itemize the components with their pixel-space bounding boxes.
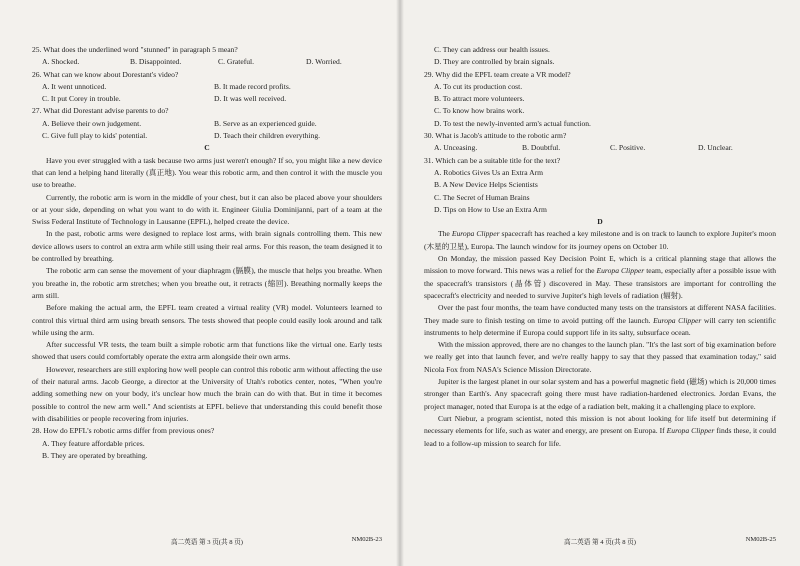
paragraph: Currently, the robotic arm is worn in the middle of your chest, but it can also be placed above your shoulders or at your side, depending on what you want to do with it. Engineer Giulia Dominijanni, part of a team at the Swiss Federal Institute of Technology in Lausanne (EPFL), helped create the device. <box>32 192 382 227</box>
option: A. Believe their own judgement. <box>42 118 142 128</box>
option: B. Doubtful. <box>522 143 561 153</box>
text-run: finds these, it could lead to a follow-up mission to search for life. <box>424 426 777 448</box>
option: B. A New Device Helps Scientists <box>434 180 538 190</box>
option: C. Positive. <box>610 143 646 153</box>
question-25: 25. What does the underlined word "stunned" in paragraph 5 mean? <box>32 45 238 54</box>
question-26: 26. What can we know about Dorestant's video? <box>32 69 179 79</box>
question-26-options <box>42 81 382 106</box>
paragraph: The robotic arm can sense the movement of your diaphragm (膈膜), the muscle that helps you breathe. When you breathe in, the robotic arm stretches; when you breathe out, it retracts (缩回). Breathing normally keeps the arm still. <box>32 266 382 300</box>
paper-code: NM02B-23 <box>351 536 382 543</box>
option: A. Robotics Gives Us an Extra Arm <box>434 167 544 177</box>
paragraph: However, researchers are still exploring how well people can control this robotic arm without affecting the use of their natural arms. Jacob George, a director at the University of Utah's robotics center, notes, "When you're adding something new on your body, it's unclear how much the brain can do with that. But in time it becomes possible to control the new arm well." And scientists at EPFL believe that understanding this could benefit those with disabilities or people recovering from injuries. <box>32 364 382 423</box>
option: C. The Secret of Human Brains <box>434 192 530 202</box>
question-28-options-cont <box>434 44 776 69</box>
paragraph <box>424 253 776 302</box>
text-run: spacecraft has reached a key milestone and is on track to launch to explore Jupiter's moon (木星的卫星), Europa. The launch window for its journey opens on October 10. <box>424 229 776 251</box>
option: D. Tips on How to Use an Extra Arm <box>434 204 547 214</box>
option: C. They can address our health issues. <box>434 45 550 54</box>
option: A. Shocked. <box>42 57 80 67</box>
option: C. Grateful. <box>218 57 255 67</box>
paragraph <box>424 302 776 339</box>
option: B. It made record profits. <box>214 81 291 91</box>
spacecraft-name: Europa Clipper <box>653 315 702 325</box>
text-run: The <box>438 229 452 239</box>
question-27: 27. What did Dorestant advise parents to do? <box>32 106 169 116</box>
paragraph: In the past, robotic arms were designed to replace lost arms, with brain signals controlling them. This new device allows users to control an extra arm while still using their real arms. For this reason, the team designed it to be controlled by breathing. <box>32 229 382 264</box>
question-31: 31. Which can be a suitable title for the text? <box>424 155 561 165</box>
text-run: team, especially after a possible issue with the spacecraft's transistors (晶体管) discovered in May. These transistors are important for controlling the spacecraft's electricity and needed to survive Jupiter's high levels of radiation (辐射). <box>424 266 776 300</box>
left-page-content <box>32 44 382 462</box>
page-number: 高二英语 第 3 页(共 8 页) <box>171 539 243 546</box>
question-27-options <box>42 118 382 143</box>
paragraph: After successful VR tests, the team built a simple robotic arm that functions like the virtual one. Early tests showed that users could comfortably operate the extra arm alongside their own arms. <box>32 340 382 362</box>
question-30-options <box>434 142 776 154</box>
text-run: Curt Niebur, a program scientist, noted this mission is not about looking for life itself but determining if necessary elements for life, such as water and energy, are present on Europa. If <box>424 413 776 436</box>
option: C. To know how brains work. <box>434 106 525 116</box>
spacecraft-name: Europa Clipper <box>451 229 500 239</box>
option: B. They are operated by breathing. <box>42 450 148 460</box>
spacecraft-name: Europa Clipper <box>596 266 645 276</box>
page-number: 高二英语 第 4 页(共 8 页) <box>564 539 636 546</box>
option: A. It went unnoticed. <box>42 81 107 91</box>
option: C. It put Corey in trouble. <box>42 94 121 104</box>
option: B. Serve as an experienced guide. <box>214 118 317 128</box>
paragraph: Jupiter is the largest planet in our solar system and has a powerful magnetic field (磁场) which is 20,000 times stronger than Earth's. Any spacecraft going there must have radiation-hardened electronics. Jordan Evans, the project manager, noted that Europa is at the edge of a radiation belt, making it a challenging place to explore. <box>424 377 776 411</box>
page-gutter <box>396 0 404 566</box>
option: C. Give full play to kids' potential. <box>42 131 148 141</box>
option: A. They feature affordable prices. <box>42 438 145 448</box>
right-page-content <box>424 44 776 450</box>
section-heading-c: C <box>204 143 210 153</box>
text-run: will carry ten scientific instruments to help determine if Europa could support life in its salty, subsurface ocean. <box>424 315 776 337</box>
paper-code: NM02B-25 <box>745 536 776 543</box>
option: D. Unclear. <box>698 143 733 153</box>
section-heading-d: D <box>597 217 603 227</box>
question-28: 28. How do EPFL's robotic arms differ from previous ones? <box>32 426 215 436</box>
option: A. To cut its production cost. <box>434 81 523 91</box>
paragraph <box>424 413 776 450</box>
paragraph: Have you ever struggled with a task because two arms just weren't enough? If so, you might like a new device that can lend a helping hand literally (真正地). You wear this robotic arm, and then control it with the muscle you use to breathe. <box>32 155 382 190</box>
text-run: Over the past four months, the team have conducted many tests on the transistors at different NASA facilities. They made sure to finish testing on time to avoid putting off the launch. <box>424 303 776 325</box>
option: D. They are controlled by brain signals. <box>434 57 555 67</box>
option: B. To attract more volunteers. <box>434 94 525 104</box>
option: D. Teach their children everything. <box>214 131 321 141</box>
option: D. Worried. <box>306 57 342 67</box>
option: D. It was well received. <box>214 94 287 104</box>
spacecraft-name: Europa Clipper <box>666 426 715 436</box>
question-30: 30. What is Jacob's attitude to the robotic arm? <box>424 131 567 141</box>
paragraph <box>424 228 776 253</box>
option: A. Unceasing. <box>434 143 478 153</box>
question-28-options <box>42 438 382 463</box>
paragraph: With the mission approved, there are no changes to the launch plan. "It's the last sort of big examination before we really get into that launch fever, and we're really happy to say that they passed that examination today," said Nicola Fox from NASA's Science Mission Directorate. <box>424 340 776 374</box>
text-run: On Monday, the mission passed Key Decision Point E, which is a critical planning stage that allows the mission to move forward. This news was a relief for the <box>424 254 776 276</box>
question-29: 29. Why did the EPFL team create a VR model? <box>424 69 571 79</box>
question-25-options <box>42 56 382 68</box>
question-31-options <box>434 167 776 216</box>
paragraph: Before making the actual arm, the EPFL team created a virtual reality (VR) model. Volunteers learned to control this virtual third arm using breath sensors. The tests showed that people could easily look around and talk while using the arm. <box>32 303 382 337</box>
option: D. To test the newly-invented arm's actual function. <box>434 118 591 128</box>
question-29-options <box>434 81 776 130</box>
option: B. Disappointed. <box>130 57 182 67</box>
